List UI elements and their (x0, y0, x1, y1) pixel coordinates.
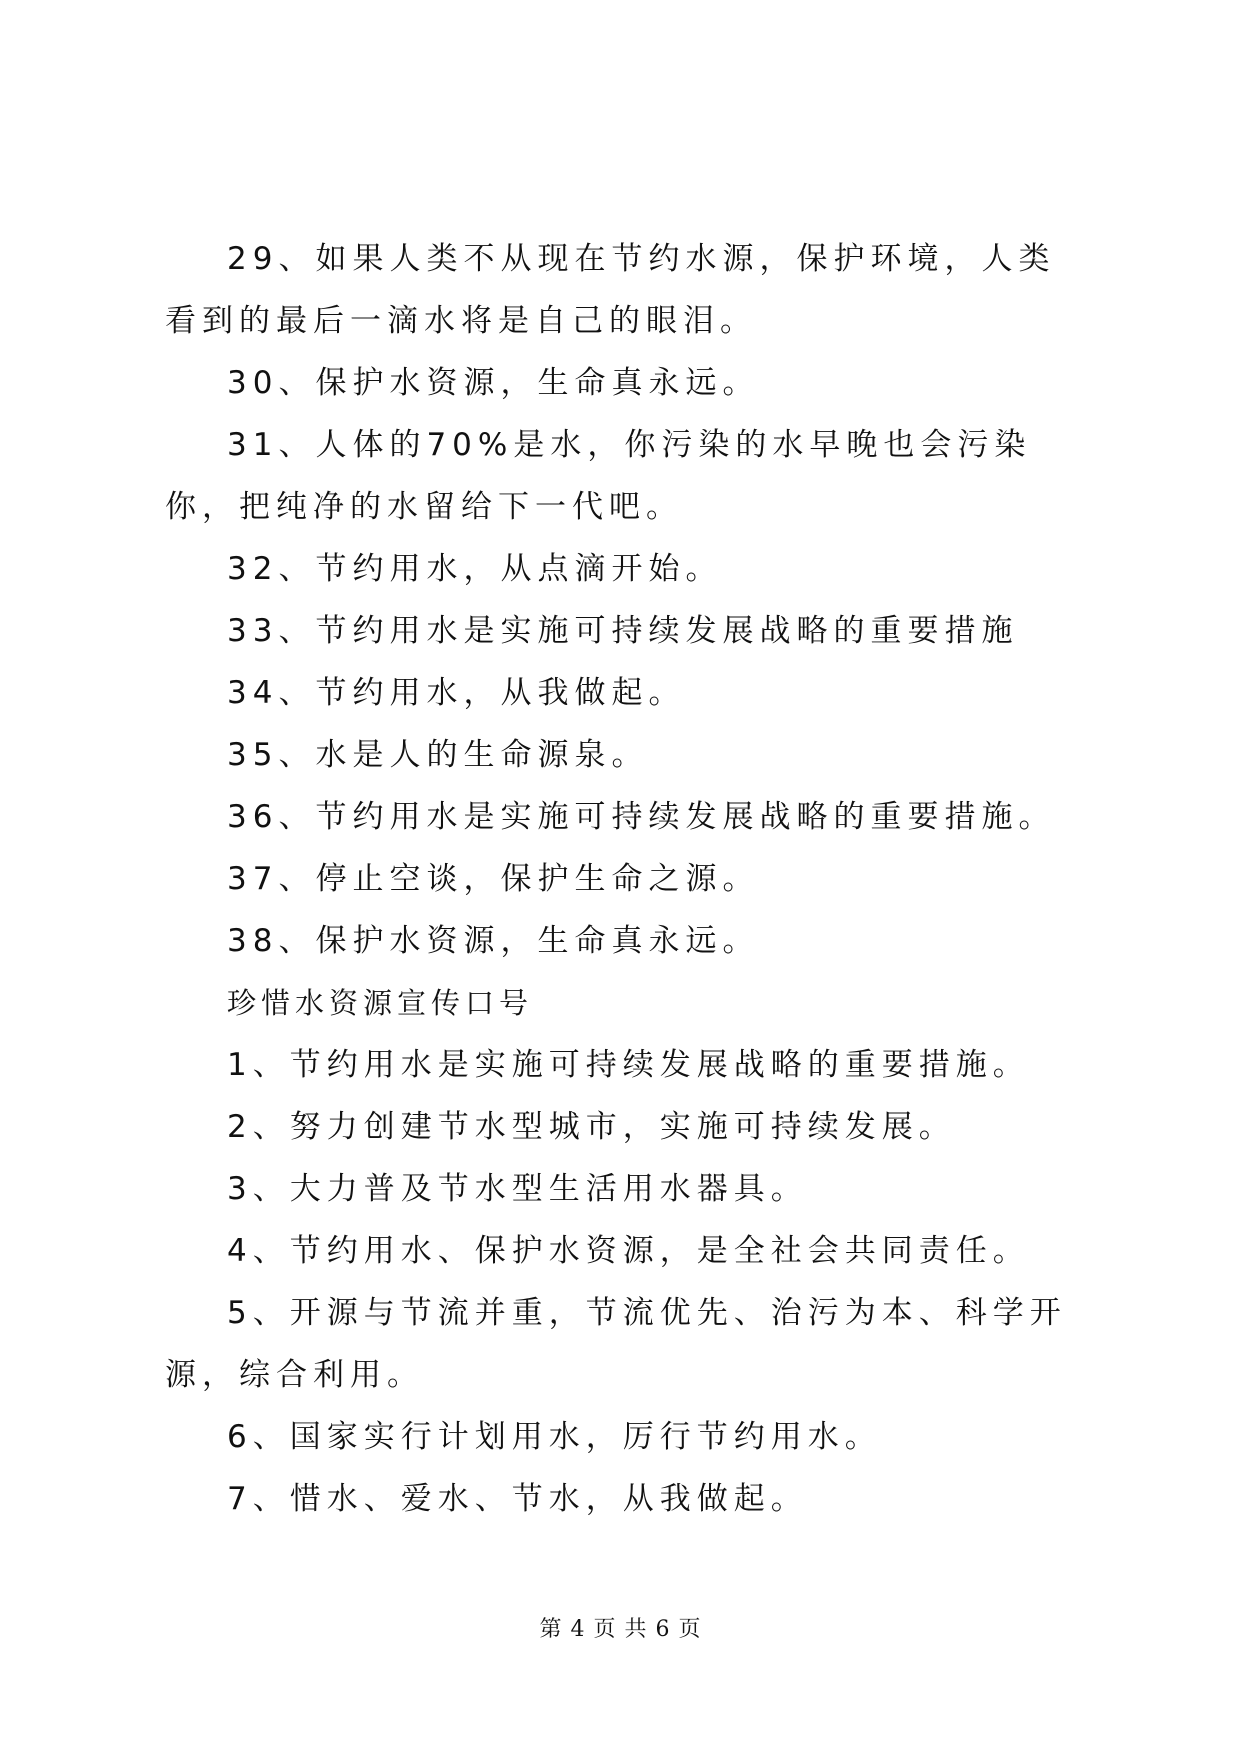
slogan-30: 30、保护水资源，生命真永远。 (227, 365, 760, 401)
slogan-6: 6、国家实行计划用水，厉行节约用水。 (227, 1419, 882, 1455)
slogan-36: 36、节约用水是实施可持续发展战略的重要措施。 (227, 799, 1056, 835)
slogan-37: 37、停止空谈，保护生命之源。 (227, 861, 760, 897)
slogan-7: 7、惜水、爱水、节水，从我做起。 (227, 1481, 808, 1517)
slogan-32: 32、节约用水，从点滴开始。 (227, 551, 723, 587)
slogan-1: 1、节约用水是实施可持续发展战略的重要措施。 (227, 1047, 1030, 1083)
slogan-34: 34、节约用水，从我做起。 (227, 675, 686, 711)
slogan-29: 29、如果人类不从现在节约水源，保护环境，人类看到的最后一滴水将是自己的眼泪。 (165, 241, 1056, 339)
slogan-2: 2、努力创建节水型城市，实施可持续发展。 (227, 1109, 956, 1145)
document-body (165, 228, 1085, 1530)
section-heading: 珍惜水资源宣传口号 (227, 986, 534, 1020)
slogan-5: 5、开源与节流并重，节流优先、治污为本、科学开源，综合利用。 (165, 1295, 1067, 1393)
slogan-38: 38、保护水资源，生命真永远。 (227, 923, 760, 959)
slogan-35: 35、水是人的生命源泉。 (227, 737, 649, 773)
page-number-footer: 第 4 页 共 6 页 (539, 1617, 702, 1642)
slogan-33: 33、节约用水是实施可持续发展战略的重要措施 (227, 613, 1019, 649)
slogan-3: 3、大力普及节水型生活用水器具。 (227, 1171, 808, 1207)
slogan-4: 4、节约用水、保护水资源，是全社会共同责任。 (227, 1233, 1030, 1269)
slogan-31: 31、人体的70%是水，你污染的水早晚也会污染你，把纯净的水留给下一代吧。 (165, 427, 1032, 525)
